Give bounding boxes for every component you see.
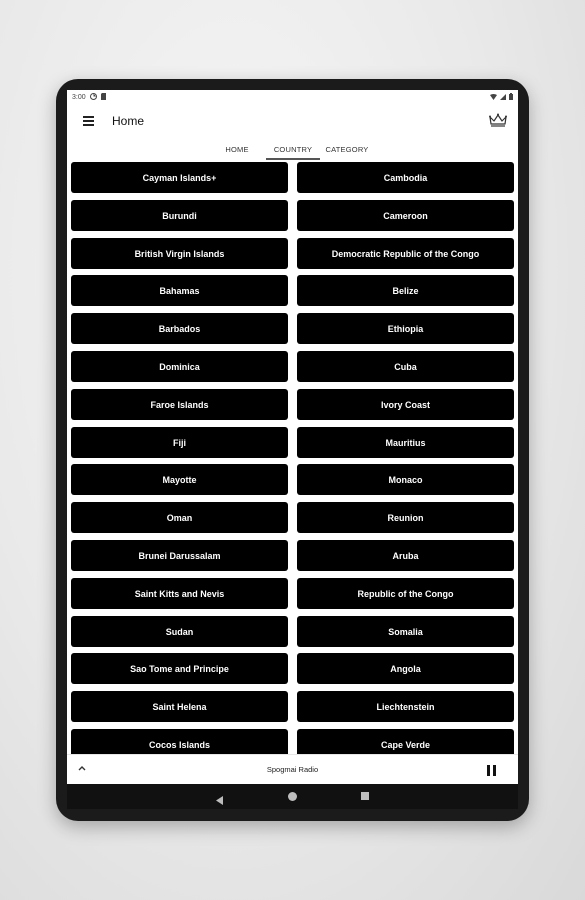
country-tile[interactable]: Dominica bbox=[71, 351, 288, 382]
status-bar bbox=[67, 90, 518, 105]
page-title: Home bbox=[112, 114, 145, 128]
country-tile[interactable]: Ivory Coast bbox=[297, 389, 514, 420]
country-tile[interactable]: British Virgin Islands bbox=[71, 238, 288, 269]
country-tile[interactable]: Barbados bbox=[71, 313, 288, 344]
country-grid bbox=[67, 162, 518, 754]
country-tile[interactable]: Somalia bbox=[297, 616, 514, 647]
wifi-icon bbox=[490, 94, 497, 102]
country-tile[interactable]: Saint Kitts and Nevis bbox=[71, 578, 288, 609]
country-tile[interactable]: Sudan bbox=[71, 616, 288, 647]
country-tile[interactable]: Republic of the Congo bbox=[297, 578, 514, 609]
tab-category[interactable]: CATEGORY bbox=[325, 145, 369, 154]
battery-icon bbox=[509, 93, 513, 102]
sync-icon bbox=[90, 93, 97, 102]
crown-icon[interactable] bbox=[488, 112, 508, 133]
country-tile[interactable]: Cocos Islands bbox=[71, 729, 288, 754]
mini-player[interactable] bbox=[67, 754, 518, 785]
signal-icon bbox=[500, 94, 506, 102]
player-station-title: Spogmai Radio bbox=[266, 765, 319, 774]
country-tile[interactable]: Belize bbox=[297, 275, 514, 306]
country-tile[interactable]: Sao Tome and Principe bbox=[71, 653, 288, 684]
country-tile[interactable]: Cameroon bbox=[297, 200, 514, 231]
country-tile[interactable]: Oman bbox=[71, 502, 288, 533]
pause-icon[interactable] bbox=[487, 765, 496, 776]
country-tile[interactable]: Saint Helena bbox=[71, 691, 288, 722]
back-icon[interactable] bbox=[216, 792, 224, 809]
country-tile[interactable]: Reunion bbox=[297, 502, 514, 533]
device-screen bbox=[67, 90, 518, 809]
country-tile[interactable]: Monaco bbox=[297, 464, 514, 495]
tab-indicator bbox=[266, 158, 320, 160]
country-tile[interactable]: Cayman Islands+ bbox=[71, 162, 288, 193]
status-time: 3:00 bbox=[72, 94, 86, 101]
country-tile[interactable]: Bahamas bbox=[71, 275, 288, 306]
country-tile[interactable]: Cuba bbox=[297, 351, 514, 382]
app-bar bbox=[67, 105, 518, 139]
system-nav-bar bbox=[67, 784, 518, 809]
home-icon[interactable] bbox=[288, 792, 297, 801]
country-tile[interactable]: Cape Verde bbox=[297, 729, 514, 754]
tab-country[interactable]: COUNTRY bbox=[273, 145, 313, 154]
country-tile[interactable]: Brunei Darussalam bbox=[71, 540, 288, 571]
country-tile[interactable]: Burundi bbox=[71, 200, 288, 231]
country-tile[interactable]: Cambodia bbox=[297, 162, 514, 193]
country-tile[interactable]: Fiji bbox=[71, 427, 288, 458]
country-tile[interactable]: Democratic Republic of the Congo bbox=[297, 238, 514, 269]
tab-home[interactable]: HOME bbox=[225, 145, 249, 154]
country-tile[interactable]: Ethiopia bbox=[297, 313, 514, 344]
country-tile[interactable]: Mauritius bbox=[297, 427, 514, 458]
country-tile[interactable]: Aruba bbox=[297, 540, 514, 571]
country-tile[interactable]: Faroe Islands bbox=[71, 389, 288, 420]
country-tile[interactable]: Mayotte bbox=[71, 464, 288, 495]
country-tile[interactable]: Angola bbox=[297, 653, 514, 684]
recents-icon[interactable] bbox=[361, 792, 369, 800]
country-tile[interactable]: Liechtenstein bbox=[297, 691, 514, 722]
sd-card-icon bbox=[101, 93, 106, 102]
hamburger-menu-icon[interactable] bbox=[83, 116, 94, 125]
tab-bar bbox=[67, 139, 518, 161]
